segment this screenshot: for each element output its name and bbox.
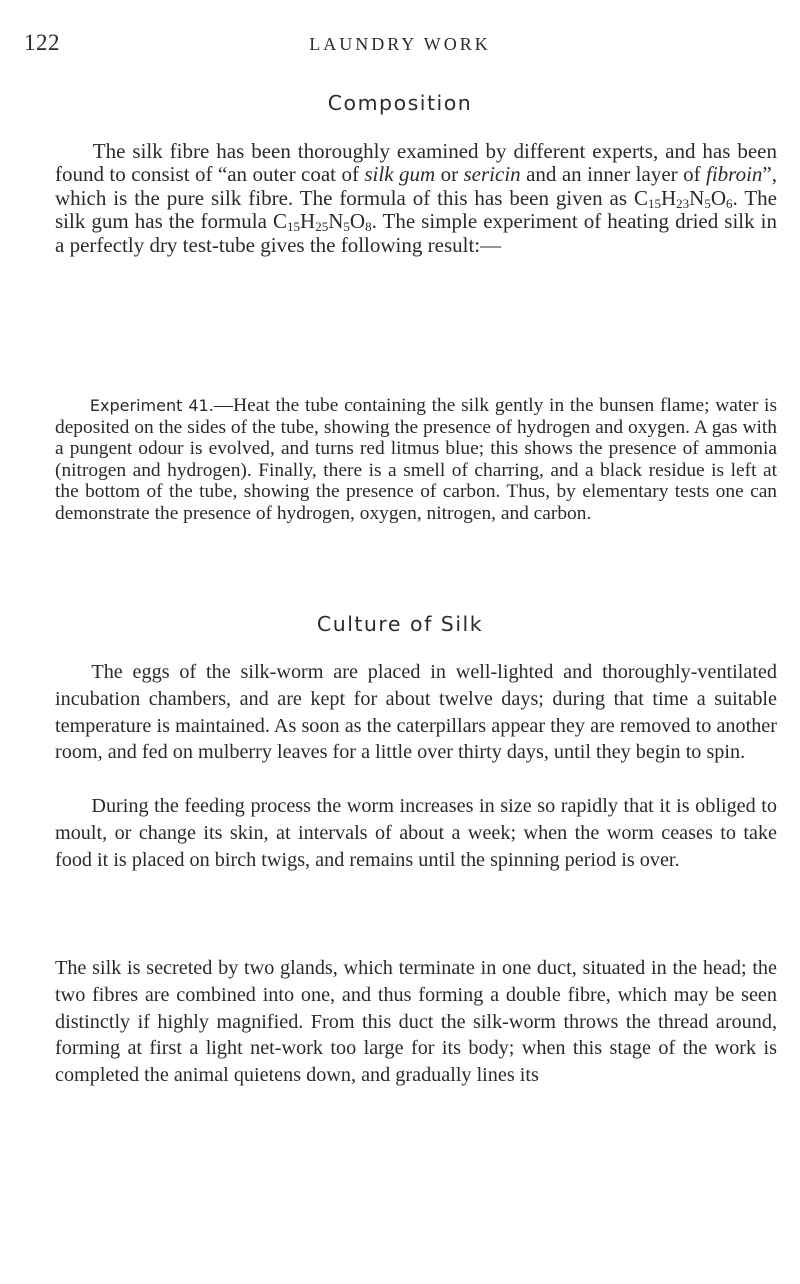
page-number: 122 [24, 30, 60, 55]
experiment-paragraph [55, 395, 777, 525]
page-header [24, 30, 776, 60]
sericin-formula: $C_{15}H_{25}N_5O_8$ [273, 209, 372, 235]
culture-paragraph-1: The eggs of the silk-worm are placed in well-lighted and thoroughly-ventilated incubation chambers, and are kept for about twelve days; during that time a suitable temperature is maintained. As soon as the caterpillars appear they are removed to another room, and fed on mulberry leaves for a little over thirty days, until they begin to spin. [55, 661, 777, 764]
culture-paragraph-2: During the feeding process the worm increases in size so rapidly that it is obliged to moult, or change its skin, at intervals of about a week; when the worm ceases to take food it is placed on birch twigs, and remains until the spinning period is over. [55, 795, 777, 871]
running-head: LAUNDRY WORK [309, 34, 491, 54]
composition-paragraph: The silk fibre has been thoroughly examined by different experts, and has been found to consist of “an outer coat of silk gum or sericin and an inner layer of fibroin”, which is the pure silk fibre. The formula of this has been given as $C_{15}H_{23}N_5O_6$. The silk gum has the formula $C_{15}H_{25}N_5O_8$. The simple experiment of heating dried silk in a perfectly dry test-tube gives the following result:— [55, 139, 777, 257]
culture-heading: Culture of Silk [316, 612, 484, 636]
experiment-text: —Heat the tube containing the silk gently in the bunsen flame; water is deposited on the sides of the tube, showing the presence of hydrogen and oxygen. A gas with a pungent odour is evolved, and turns red litmus blue; this shows the presence of ammonia (nitrogen and hydrogen). Finally, there is a smell of charring, and a black residue is left at the bottom of the tube, showing the presence of carbon. Thus, by elementary tests one can demonstrate the presence of hydrogen, oxygen, nitrogen, and carbon. [55, 395, 777, 524]
experiment-label: Experiment 41. [89, 396, 214, 415]
fibroin-formula: $C_{15}H_{23}N_5O_6$ [633, 185, 733, 211]
composition-heading: Composition [327, 91, 473, 115]
culture-paragraph-3: The silk is secreted by two glands, which terminate in one duct, situated in the head; the two fibres are combined into one, and thus forming a double fibre, which may be seen distinctly if highly magnified. From this duct the silk-worm throws the thread around, forming at first a light net-work too large for its body; when this stage of the work is completed the animal quietens down, and gradually lines its [55, 957, 777, 1087]
